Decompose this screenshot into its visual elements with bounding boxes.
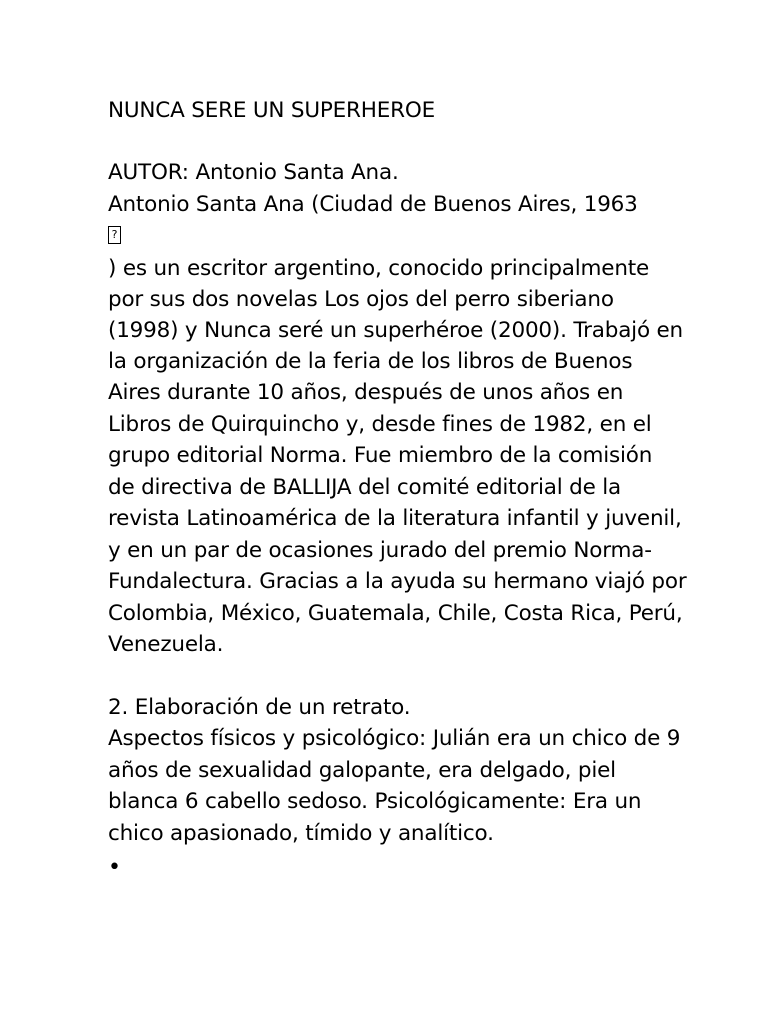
missing-glyph-icon: ? [108, 226, 121, 244]
bio-line: grupo editorial Norma. Fue miembro de la comisión [108, 443, 653, 468]
bio-line: por sus dos novelas Los ojos del perro siberiano [108, 287, 614, 312]
bullet-point: • [108, 855, 121, 880]
portrait-line: blanca 6 cabello sedoso. Psicológicamente: Era un [108, 789, 642, 814]
document-title: NUNCA SERE UN SUPERHEROE [108, 98, 435, 123]
bio-line: Fundalectura. Gracias a la ayuda su hermano viajó por [108, 569, 687, 594]
bio-line: y en un par de ocasiones jurado del premio Norma- [108, 538, 652, 563]
bio-line: revista Latinoamérica de la literatura infantil y juvenil, [108, 506, 682, 531]
bio-line: Libros de Quirquincho y, desde fines de 1982, en el [108, 412, 652, 437]
portrait-line: Aspectos físicos y psicológico: Julián era un chico de 9 [108, 726, 681, 751]
bio-line: ) es un escritor argentino, conocido principalmente [108, 256, 650, 281]
portrait-line: años de sexualidad galopante, era delgado, piel [108, 758, 616, 783]
bio-line: Colombia, México, Guatemala, Chile, Costa Rica, Perú, [108, 601, 683, 626]
bio-line: Aires durante 10 años, después de unos años en [108, 380, 624, 405]
portrait-line: chico apasionado, tímido y analítico. [108, 821, 494, 846]
author-line: AUTOR: Antonio Santa Ana. [108, 160, 399, 185]
bio-line: de directiva de BALLIJA del comité editorial de la [108, 475, 622, 500]
bio-line: la organización de la feria de los libros de Buenos [108, 349, 633, 374]
bio-line: Venezuela. [108, 632, 224, 657]
bio-first-line: Antonio Santa Ana (Ciudad de Buenos Aires, 1963 [108, 192, 638, 217]
section-heading: 2. Elaboración de un retrato. [108, 695, 411, 720]
bio-line: (1998) y Nunca seré un superhéroe (2000). Trabajó en [108, 318, 683, 343]
